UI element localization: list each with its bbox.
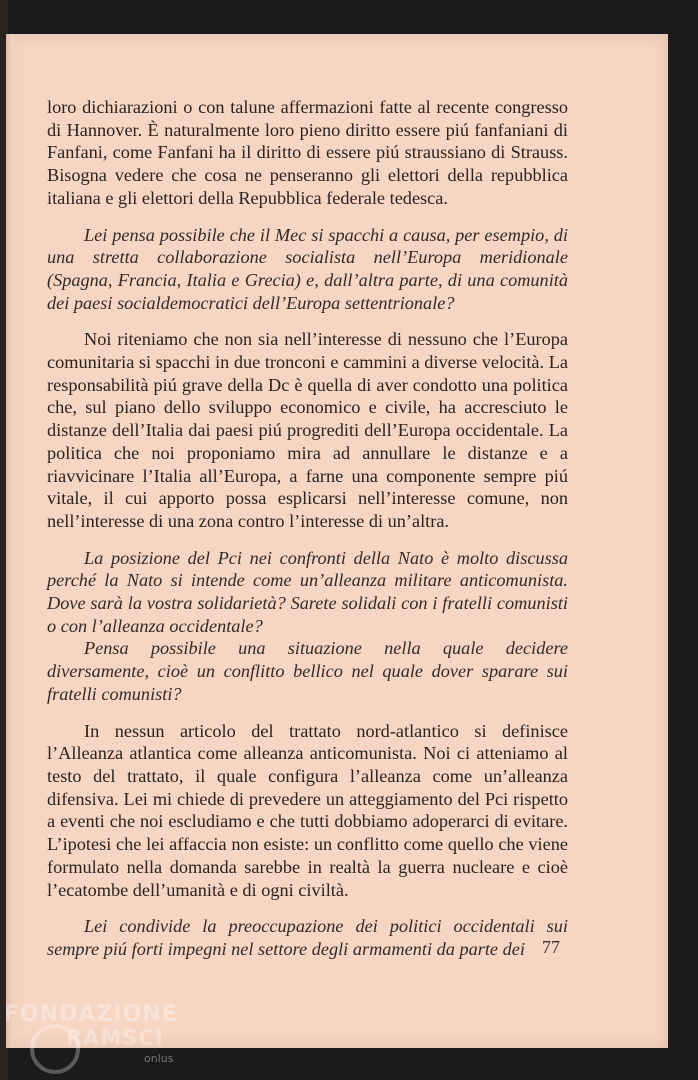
paragraph-question: Lei condivide la preoccupazione dei politici occidentali sui sempre piú forti impegni nel settore degli armamenti da parte dei xyxy=(47,916,568,959)
watermark-line1: FONDAZIONE xyxy=(4,1002,178,1027)
page-text xyxy=(47,96,568,961)
watermark-sub: onlus xyxy=(144,1052,174,1065)
paragraph-answer: In nessun articolo del trattato nord-atlantico si definisce l’Alleanza atlantica come alleanza anticomunista. Noi ci atteniamo al testo del trattato, il quale configura l’alleanza come un’alleanza difensiva. Lei mi chiede di prevedere un atteggiamento del Pci rispetto a eventi che noi escludiamo e che tutti dobbiamo adoperarci di evitare. L’ipotesi che lei affaccia non esiste: un conflitto come quello che viene formulato nella domanda sarebbe in realtà la guerra nucleare e cioè l’ecatombe dell’umanità e di ogni civiltà. xyxy=(47,720,568,900)
page-fold-shadow xyxy=(6,34,14,1048)
paragraph-question: La posizione del Pci nei confronti della Nato è molto discussa perché la Nato si intende come un’alleanza militare anticomunista. Dove sarà la vostra solidarietà? Sarete solidali con i fratelli comunisti o con l’alleanza occidentale? xyxy=(47,547,568,636)
paragraph-answer: loro dichiarazioni o con talune affermazioni fatte al recente congresso di Hannover. È naturalmente loro pieno diritto essere piú fanfaniani di Fanfani, come Fanfani ha il diritto di essere piú straussiano di Strauss. Bisogna vedere che cosa ne penseranno gli elettori della repubblica italiana e gli elettori della Repubblica federale tedesca. xyxy=(47,97,568,208)
fondazione-gramsci-watermark xyxy=(4,1000,204,1080)
paragraph-question: Lei pensa possibile che il Mec si spacchi a causa, per esempio, di una stretta collaborazione socialista nell’Europa meridionale (Spagna, Francia, Italia e Grecia) e, dall’altra parte, di una comunità dei paesi socialdemocratici dell’Europa settentrionale? xyxy=(47,224,568,313)
page-number: 77 xyxy=(542,937,560,957)
paragraph-answer: Noi riteniamo che non sia nell’interesse di nessuno che l’Europa comunitaria si spacchi in due tronconi e cammini a diverse velocità. La responsabilità piú grave della Dc è quella di aver condotto una politica che, sul piano dello sviluppo economico e civile, ha accresciuto le distanze dell’Italia dai paesi piú progrediti dell’Europa occidentale. La politica che noi proponiamo mira ad annullare le distanze e a riavvicinare l’Italia all’Europa, a farne una componente sempre piú vitale, il cui apporto possa esplicarsi nell’interesse comune, non nell’interesse di una zona contro l’interesse di un’altra. xyxy=(47,329,568,531)
paragraph-question: Pensa possibile una situazione nella quale decidere diversamente, cioè un conflitto bellico nel quale dover sparare sui fratelli comunisti? xyxy=(47,638,568,704)
watermark-line2: RAMSCI xyxy=(66,1026,164,1050)
